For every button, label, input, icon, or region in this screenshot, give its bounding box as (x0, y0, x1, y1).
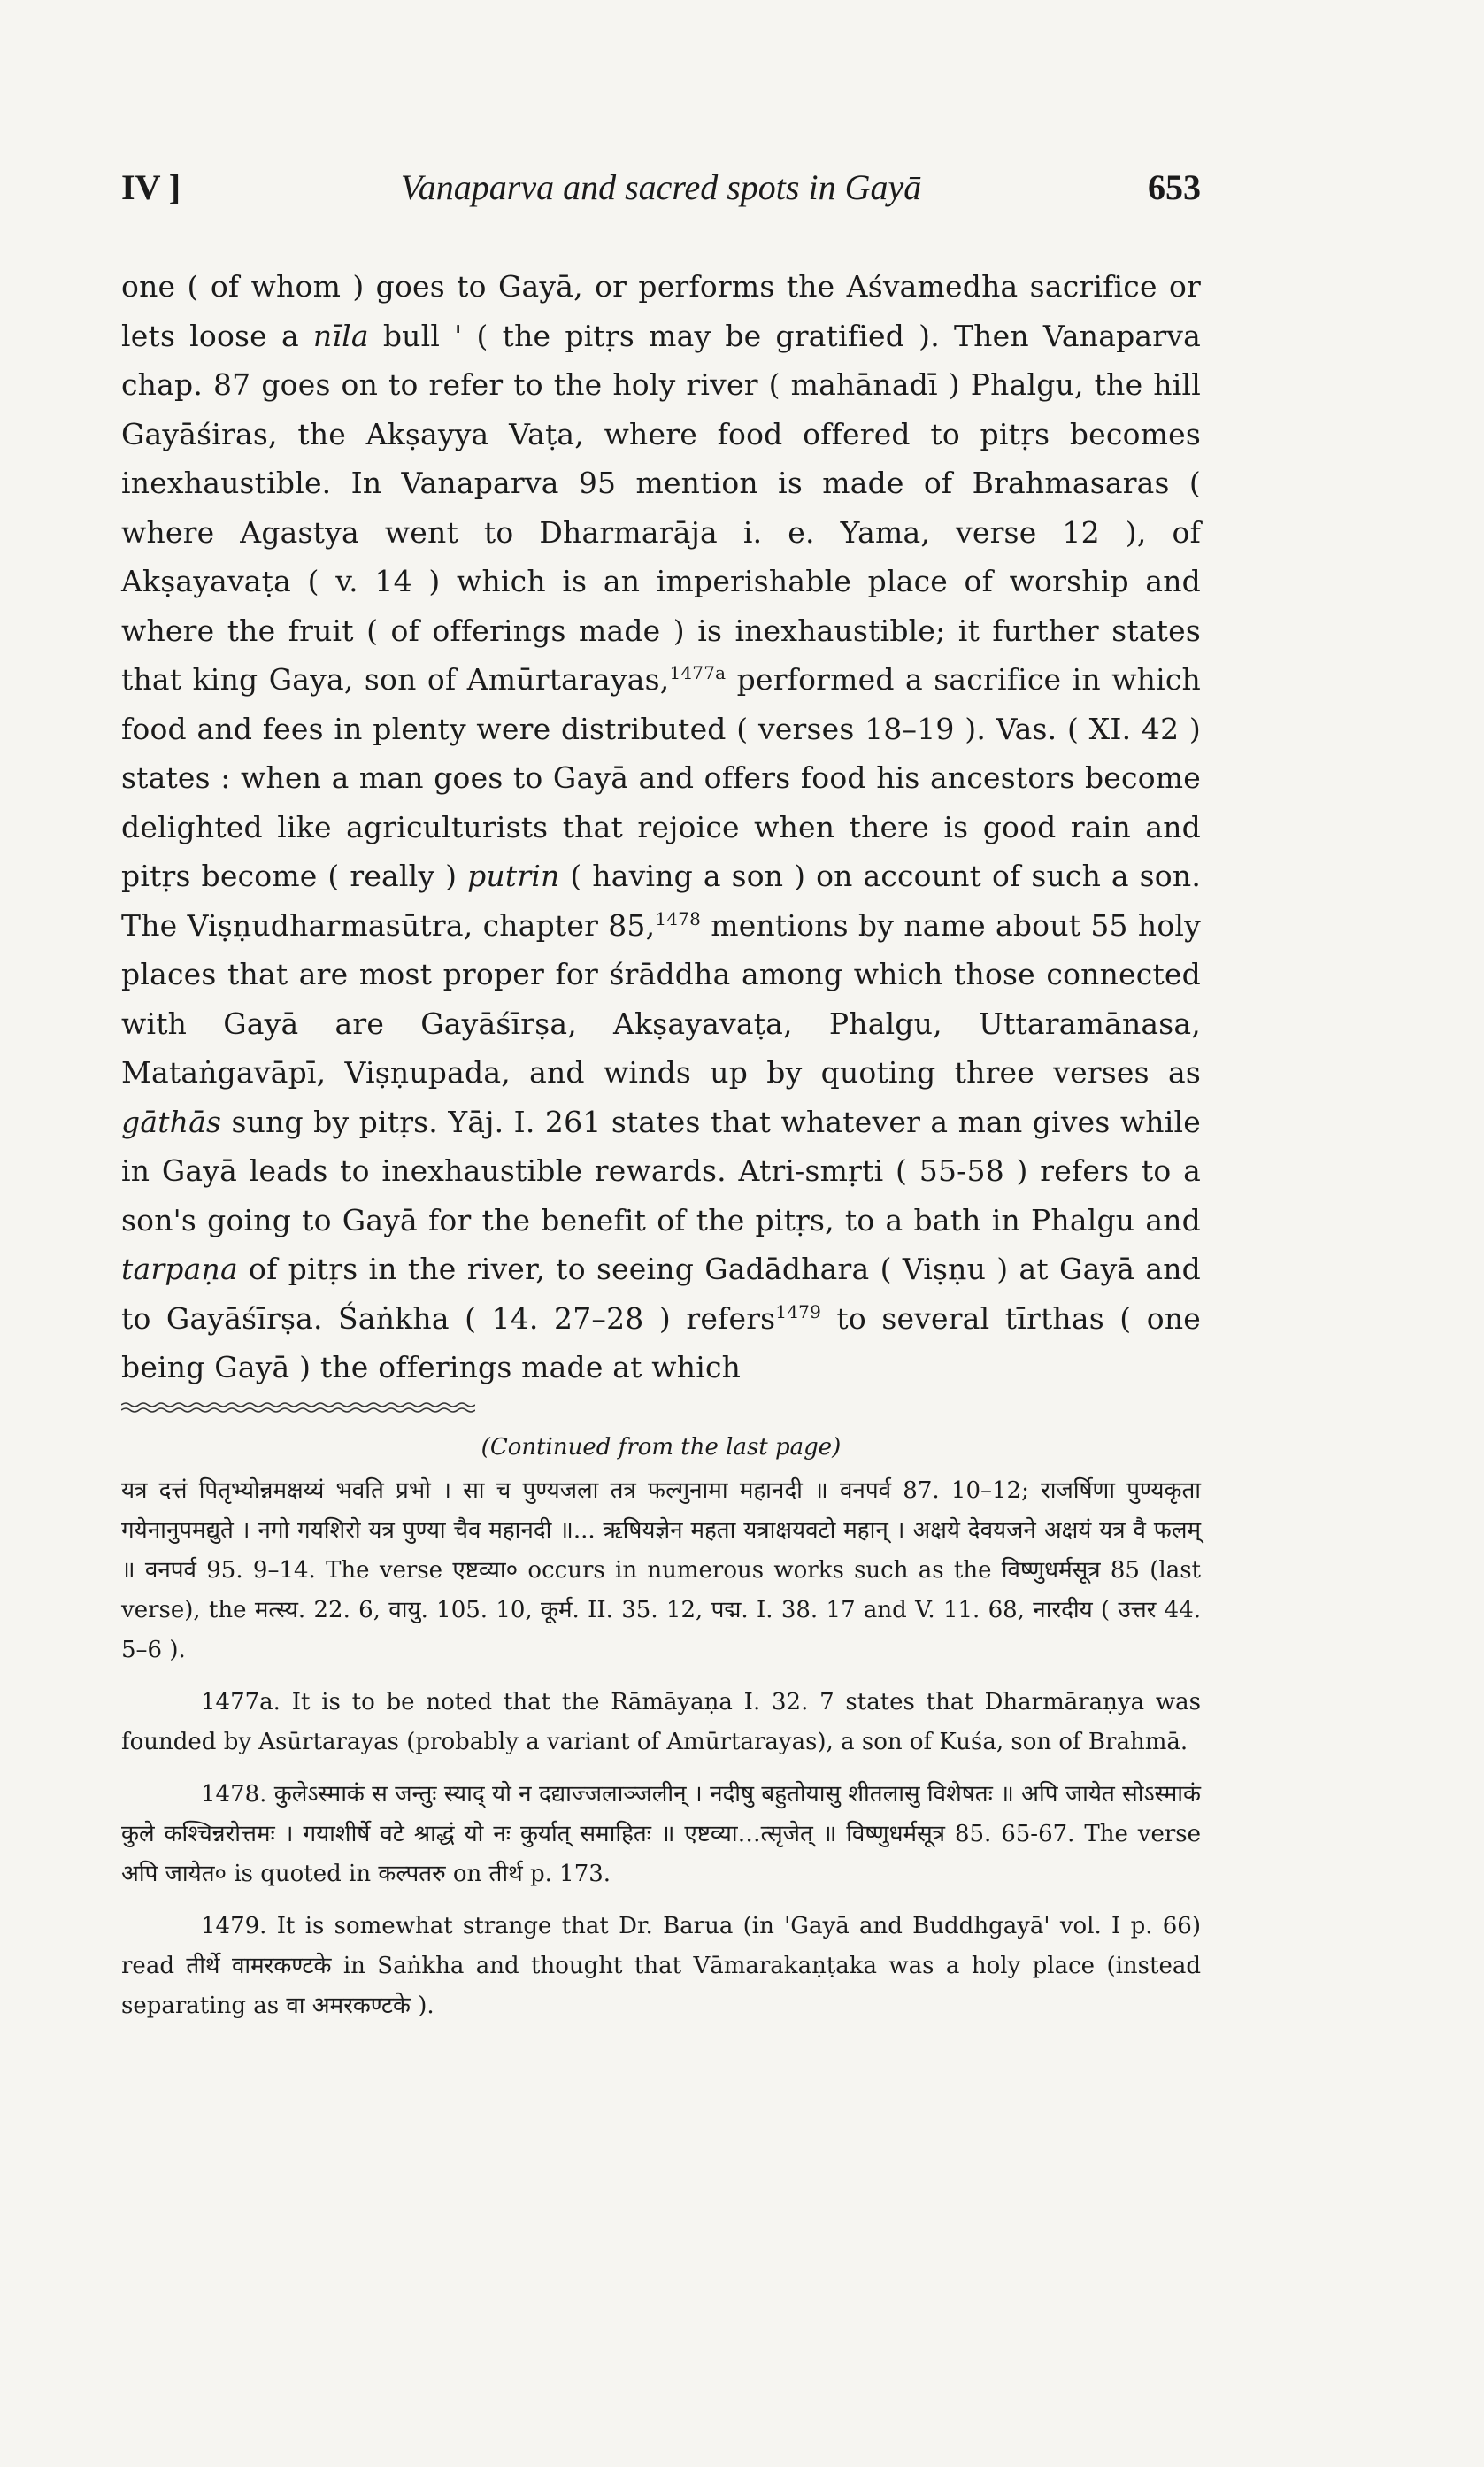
footnote-number: 1478. (201, 1780, 267, 1808)
chapter-marker: IV ] (121, 167, 181, 207)
page-number: 653 (1148, 167, 1201, 207)
footnote-1478: 1478. कुलेऽस्माकं स जन्तुः स्याद् यो न दद्याज्जलाञ्जलीन् । नदीषु बहुतोयासु शीतलासु विशेषतः ॥ अपि जायेत सोऽस्माकं कुले कश्चिन्नरोत्तमः । गयाशीर्षे वटे श्राद्धं यो नः कुर्यात् समाहितः ॥ एष्टव्या…त्सृजेत् ॥ विष्णुधर्मसूत्र 85. 65-67. The verse अपि जायेत० is quoted in कल्पतरु on तीर्थ p. 173. (121, 1780, 1201, 1887)
footnote-separator (121, 1401, 475, 1414)
main-text (121, 262, 1201, 1392)
body-paragraph: one ( of whom ) goes to Gayā, or performs the Aśvamedha sacrifice or lets loose a nīla bull ' ( the pitṛs may be gratified ). Then Vanaparva chap. 87 goes on to refer to the holy river ( mahānadī ) Phalgu, the hill Gayāśiras, the Akṣayya Vaṭa, where food offered to pitṛs becomes inexhaustible. In Vanaparva 95 mention is made of Brahmasaras ( where Agastya went to Dharmarāja i. e. Yama, verse 12 ), of Akṣayavaṭa ( v. 14 ) which is an imperishable place of worship and where the fruit ( of offerings made ) is inexhaustible; it further states that king Gaya, son of Amūrtarayas,$^{1477a}$ performed a sacrifice in which food and fees in plenty were distributed ( verses 18–19 ). Vas. ( XI. 42 ) states : when a man goes to Gayā and offers food his ancestors become delighted like agriculturists that rejoice when there is good rain and pitṛs become ( really ) putrin ( having a son ) on account of such a son. The Viṣṇudharmasūtra, chapter 85,$^{1478}$ mentions by name about 55 holy places that are most proper for śrāddha among which those connected with Gayā are Gayāśīrṣa, Akṣayavaṭa, Phalgu, Uttaramānasa, Mataṅgavāpī, Viṣṇupada, and winds up by quoting three verses as gāthās sung by pitṛs. Yāj. I. 261 states that whatever a man gives while in Gayā leads to inexhaustible rewards. Atri-smṛti ( 55-58 ) refers to a son's going to Gayā for the benefit of the pitṛs, to a bath in Phalgu and tarpaṇa of pitṛs in the river, to seeing Gadādhara ( Viṣṇu ) at Gayā and to Gayāśīrṣa. Śaṅkha ( 14. 27–28 ) refers$^{1479}$ to several tīrthas ( one being Gayā ) the offerings made at which (121, 269, 1202, 1384)
footnote-1479: 1479. It is somewhat strange that Dr. Barua (in 'Gayā and Buddhgayā' vol. I p. 66) read तीर्थे वामरकण्टके in Saṅkha and thought that Vāmarakaṇṭaka was a holy place (instead separating as वा अमरकण्टके ). (121, 1912, 1201, 2019)
running-title: Vanaparva and sacred spots in Gayā (400, 167, 922, 207)
footnote-1477a: 1477a. It is to be noted that the Rāmāyaṇa I. 32. 7 states that Dharmāraṇya was founded by Asūrtarayas (probably a variant of Amūrtarayas), a son of Kuśa, son of Brahmā. (121, 1688, 1201, 1755)
footnote-ref-1479: 1479 (775, 1300, 822, 1322)
footnote-ref-1478: 1478 (655, 907, 702, 929)
footnote-number: 1477a. (201, 1688, 281, 1715)
continued-label: (Continued from the last page) (481, 1433, 842, 1461)
footnote-number: 1479. (201, 1912, 267, 1939)
footnotes (121, 1428, 1201, 2026)
running-head (121, 166, 1201, 220)
footnote-ref-1477a: 1477a (669, 662, 727, 683)
page (121, 166, 1201, 2026)
footnote-continued: यत्र दत्तं पितृभ्योन्नमक्षय्यं भवति प्रभो । सा च पुण्यजला तत्र फल्गुनामा महानदी ॥ वनपर्व 87. 10–12; राजर्षिणा पुण्यकृता गयेनानुपमद्युते । नगो गयशिरो यत्र पुण्या चैव महानदी ॥... ऋषियज्ञेन महता यत्राक्षयवटो महान् । अक्षये देवयजने अक्षयं यत्र वै फलम् ॥ वनपर्व 95. 9–14. The verse एष्टव्या० occurs in numerous works such as the विष्णुधर्मसूत्र 85 (last verse), the मत्स्य. 22. 6, वायु. 105. 10, कूर्म. II. 35. 12, पद्म. I. 38. 17 and V. 11. 68, नारदीय ( उत्तर 44. 5–6 ). (121, 1476, 1201, 1663)
